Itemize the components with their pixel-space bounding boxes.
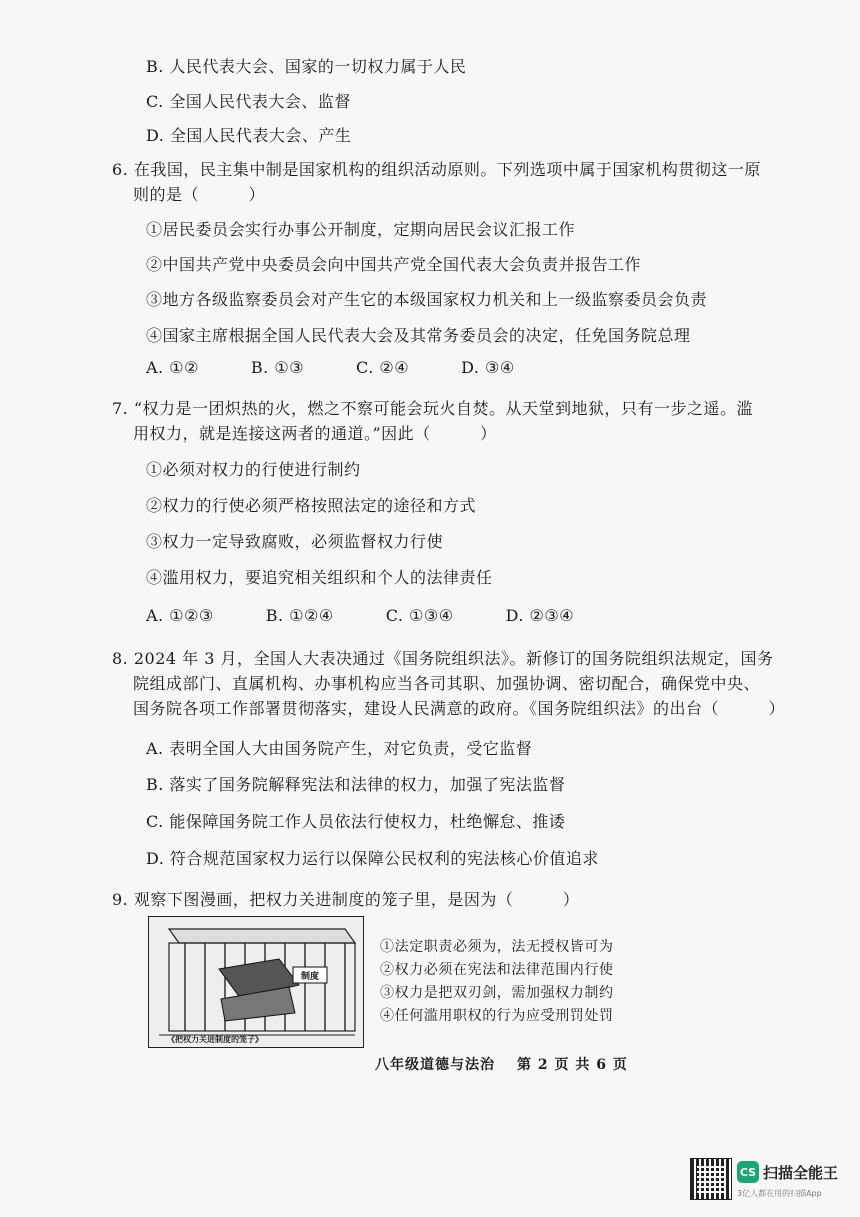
q6-choice-b: B. ①③ — [250, 358, 305, 377]
q7-item-1: ①必须对权力的行使进行制约 — [146, 460, 361, 479]
cage-cartoon — [148, 916, 364, 1048]
q7-item-2: ②权力的行使必须严格按照法定的途径和方式 — [146, 496, 477, 515]
q6-item-1: ①居民委员会实行办事公开制度，定期向居民会议汇报工作 — [146, 220, 576, 239]
q7-stem-line1: 7. “权力是一团炽热的火，燃之不察可能会玩火自焚。从天堂到地狱，只有一步之遥。滥 — [112, 399, 754, 418]
q5-option-b: B. 人民代表大会、国家的一切权力属于人民 — [146, 57, 467, 76]
q8-stem-line3: 国务院各项工作部署贯彻落实，建设人民满意的政府。《国务院组织法》的出台（ ） — [133, 699, 786, 718]
q7-stem-line2: 用权力，就是连接这两者的通道。”因此（ ） — [133, 424, 497, 443]
watermark-title: 扫描全能王 — [763, 1164, 839, 1182]
q6-choice-a: A. ①② — [146, 358, 199, 377]
q6-choices — [146, 358, 567, 377]
q7-choices — [146, 606, 626, 625]
q7-choice-b: B. ①②④ — [265, 606, 334, 625]
q7-choice-c: C. ①③④ — [385, 606, 454, 625]
q5-option-d: D. 全国人民代表大会、产生 — [146, 126, 352, 145]
q9-statement-1: ①法定职责必须为，法无授权皆可为 — [380, 939, 614, 955]
q8-option-c: C. 能保障国务院工作人员依法行使权力，杜绝懈怠、推诿 — [146, 812, 566, 831]
q7-item-3: ③权力一定导致腐败，必须监督权力行使 — [146, 532, 444, 551]
q7-item-4: ④滥用权力，要追究相关组织和个人的法律责任 — [146, 568, 493, 587]
q8-stem-line1: 8. 2024 年 3 月，全国人大表决通过《国务院组织法》。新修订的国务院组织法规定，国务 — [112, 649, 774, 668]
cage-drawing — [149, 917, 363, 1047]
page-footer — [375, 1054, 628, 1074]
q7-choice-a: A. ①②③ — [146, 606, 214, 625]
q8-option-a: A. 表明全国人大由国务院产生，对它负责，受它监督 — [146, 739, 533, 758]
q6-item-3: ③地方各级监察委员会对产生它的本级国家权力机关和上一级监察委员会负责 — [146, 290, 708, 309]
q7-choice-d: D. ②③④ — [505, 606, 575, 625]
q9-statement-4: ④任何滥用职权的行为应受刑罚处罚 — [380, 1008, 614, 1024]
cage-label: 制度 — [300, 972, 320, 982]
camscanner-logo-icon: CS — [737, 1161, 759, 1183]
q9-stem: 9. 观察下图漫画，把权力关进制度的笼子里，是因为（ ） — [112, 890, 580, 909]
q9-statement-3: ③权力是把双刃剑，需加强权力制约 — [380, 985, 614, 1001]
q8-stem-line2: 院组成部门、直属机构、办事机构应当各司其职、加强协调、密切配合，确保党中央、 — [133, 674, 761, 693]
q9-statement-2: ②权力必须在宪法和法律范围内行使 — [380, 962, 614, 978]
q8-option-b: B. 落实了国务院解释宪法和法律的权力，加强了宪法监督 — [146, 775, 566, 794]
q5-option-c: C. 全国人民代表大会、监督 — [146, 92, 351, 111]
q6-item-2: ②中国共产党中央委员会向中国共产党全国代表大会负责并报告工作 — [146, 255, 642, 274]
watermark-subtitle: 3亿人都在用的扫描App — [737, 1189, 822, 1198]
cartoon-caption: 《把权力关进制度的笼子》 — [167, 1035, 263, 1044]
scanner-watermark — [690, 1158, 850, 1206]
q8-option-d: D. 符合规范国家权力运行以保障公民权利的宪法核心价值追求 — [146, 849, 599, 868]
q6-stem-line1: 6. 在我国，民主集中制是国家机构的组织活动原则。下列选项中属于国家机构贯彻这一原 — [112, 160, 761, 179]
q6-choice-d: D. ③④ — [461, 358, 515, 377]
footer-subject: 八年级道德与法治 — [375, 1057, 495, 1073]
footer-page-number: 第 2 页 共 6 页 — [517, 1057, 628, 1073]
q6-choice-c: C. ②④ — [356, 358, 410, 377]
qr-code-icon — [690, 1158, 732, 1200]
q6-item-4: ④国家主席根据全国人民代表大会及其常务委员会的决定，任免国务院总理 — [146, 326, 691, 345]
q6-stem-line2: 则的是（ ） — [133, 185, 266, 204]
